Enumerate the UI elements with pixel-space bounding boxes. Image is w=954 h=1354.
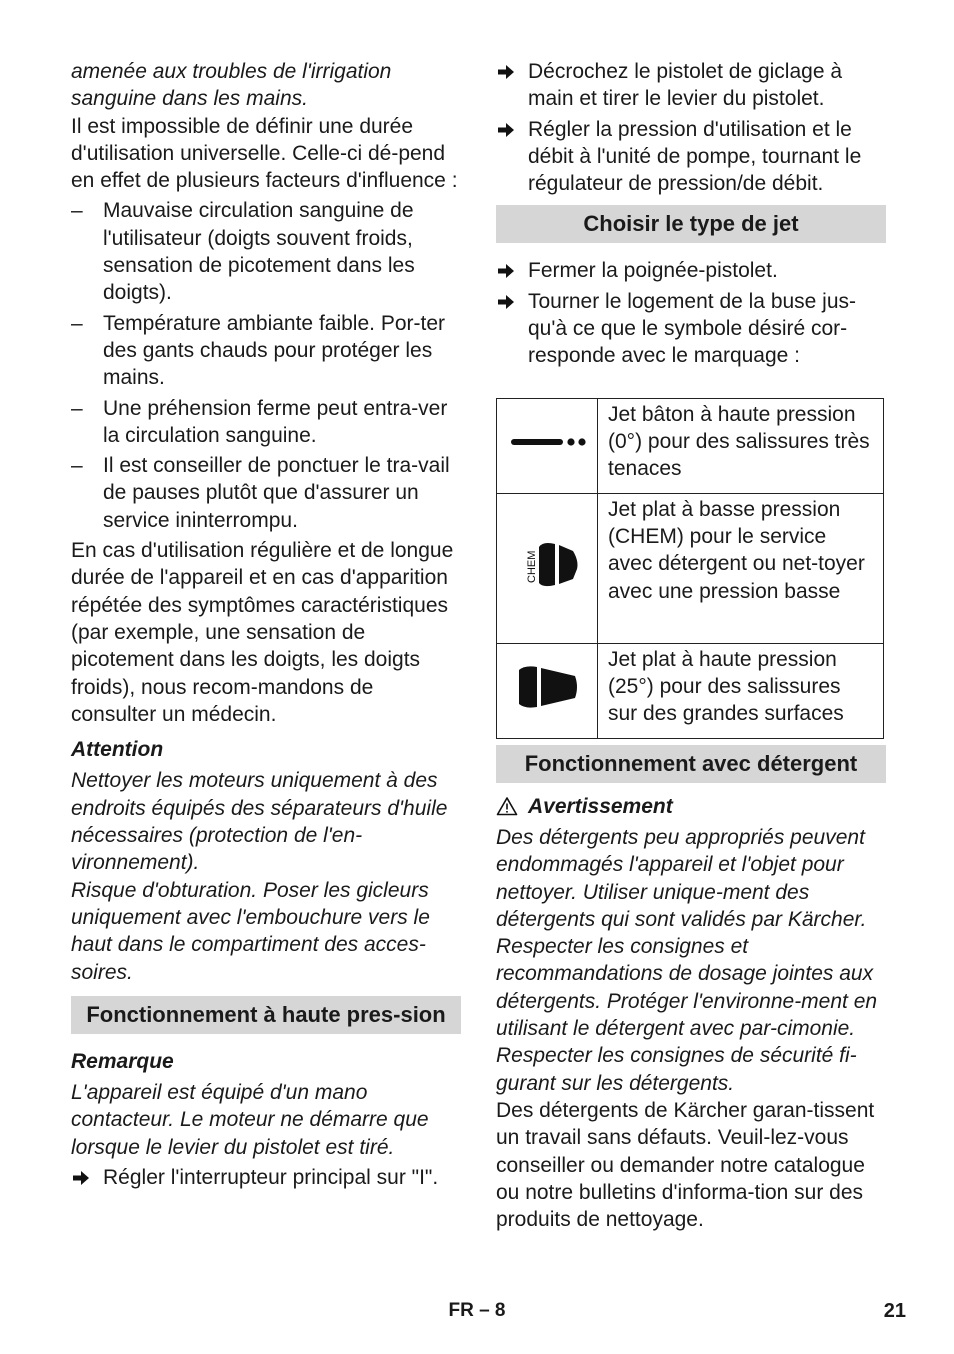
dash-marker: – <box>71 311 83 335</box>
chem-flat-jet-icon <box>505 535 589 595</box>
remark-heading: Remarque <box>71 1049 174 1073</box>
remark-text: L'appareil est équipé d'un mano contacteur. Le moteur ne démarre que lorsque le levier du pistolet est tiré. <box>71 1081 429 1159</box>
jet-icon-cell <box>497 493 598 643</box>
list-item-text: Régler la pression d'utilisation et le débit à l'unité de pompe, tournant le régulateur de pression/de débit. <box>528 117 862 196</box>
attention-heading: Attention <box>71 738 164 762</box>
list-item-text: Décrochez le pistolet de giclage à main et tirer le levier du pistolet. <box>528 60 843 111</box>
usage-duration-paragraph: Il est impossible de définir une durée d'utilisation universelle. Celle-ci dé-pend en effet de plusieurs facteurs d'influence : <box>71 114 458 193</box>
table-row <box>497 398 884 493</box>
arrow-right-icon <box>496 120 516 140</box>
warning-heading <box>496 793 886 820</box>
list-item-text: Fermer la poignée-pistolet. <box>528 259 778 283</box>
footer-language-page: FR – 8 <box>448 1300 506 1321</box>
list-item <box>496 257 886 284</box>
list-item-text: Une préhension ferme peut entra-ver la circulation sanguine. <box>103 396 448 447</box>
chem-icon-label: CHEM <box>526 550 538 583</box>
footer-page-number: 21 <box>883 1300 906 1322</box>
list-item-text: Régler l'interrupteur principal sur "I". <box>103 1165 439 1189</box>
right-column <box>496 58 886 1233</box>
dash-marker: – <box>71 199 83 223</box>
list-item <box>496 116 886 198</box>
left-column <box>71 58 461 1191</box>
section-header-jet-type: Choisir le type de jet <box>496 205 886 243</box>
table-row <box>497 493 884 643</box>
section-header-high-pressure: Fonctionnement à haute pres-sion <box>71 996 461 1034</box>
dash-marker: – <box>71 454 83 478</box>
list-item <box>71 310 461 392</box>
section-header-detergent: Fonctionnement avec détergent <box>496 745 886 783</box>
jet-description: Jet plat à basse pression (CHEM) pour le service avec détergent ou net-toyer avec une pression basse <box>598 493 884 643</box>
attention-text: Risque d'obturation. Poser les gicleurs uniquement avec l'embouchure vers le haut dans le compartiment des acces-soires. <box>71 878 430 984</box>
dash-marker: – <box>71 396 83 420</box>
list-item <box>71 197 461 306</box>
list-item-text: Tourner le logement de la buse jus-qu'à ce que le symbole désiré cor-responde avec le marquage : <box>528 289 857 368</box>
warning-triangle-icon <box>496 796 518 816</box>
attention-text: Nettoyer les moteurs uniquement à des endroits équipés des séparateurs d'huile nécessaires (protection de l'en-vironnement). <box>71 769 448 875</box>
jet-description: Jet bâton à haute pression (0°) pour des salissures très tenaces <box>598 398 884 493</box>
arrow-right-icon <box>71 1168 91 1188</box>
jet-icon-cell <box>497 398 598 493</box>
arrow-right-icon <box>496 62 516 82</box>
high-pressure-point-jet-icon <box>505 430 589 454</box>
table-row <box>497 643 884 738</box>
list-item <box>71 1164 461 1191</box>
list-item <box>496 58 886 113</box>
list-item <box>71 452 461 534</box>
list-item-text: Mauvaise circulation sanguine de l'utilisateur (doigts souvent froids, sensation de picotement dans les doigts). <box>103 199 415 305</box>
list-item-text: Température ambiante faible. Por-ter des gants chauds pour protéger les mains. <box>103 311 445 390</box>
intro-italic-text: amenée aux troubles de l'irrigation sanguine dans les mains. <box>71 60 392 111</box>
medical-advice-paragraph: En cas d'utilisation régulière et de longue durée de l'appareil et en cas d'apparition répétée des symptômes caractéristiques (par exemple, une sensation de picotement dans les doigts, les doigts froids), nous recom-mandons de consulter un médecin. <box>71 539 454 726</box>
list-item-text: Il est conseiller de ponctuer le tra-vail de pauses plutôt que d'assurer un service ininterrompu. <box>103 454 450 532</box>
high-pressure-flat-jet-icon <box>505 662 589 712</box>
jet-icon-cell <box>497 643 598 738</box>
list-item <box>496 288 886 370</box>
warning-title: Avertissement <box>528 794 673 818</box>
jet-description: Jet plat à haute pression (25°) pour des salissures sur des grandes surfaces <box>598 643 884 738</box>
warning-text: Respecter les consignes de sécurité fi-gurant sur les détergents. <box>496 1044 857 1095</box>
detergent-info-paragraph: Des détergents de Kärcher garan-tissent un travail sans défauts. Veuil-lez-vous conseiller ou demander notre catalogue ou notre bulletins d'informa-tion sur des produits de nettoyage. <box>496 1098 875 1232</box>
jet-type-table <box>496 398 884 739</box>
arrow-right-icon <box>496 261 516 281</box>
warning-text: Des détergents peu appropriés peuvent endommagés l'appareil et l'objet pour nettoyer. Utiliser unique-ment des détergents qui sont validés par Kärcher. Respecter les consignes et recommandations de dosage jointes aux détergents. Protéger l'environne-ment en utilisant le détergent avec par-cimonie. <box>496 825 878 1041</box>
arrow-right-icon <box>496 292 516 312</box>
list-item <box>71 395 461 450</box>
